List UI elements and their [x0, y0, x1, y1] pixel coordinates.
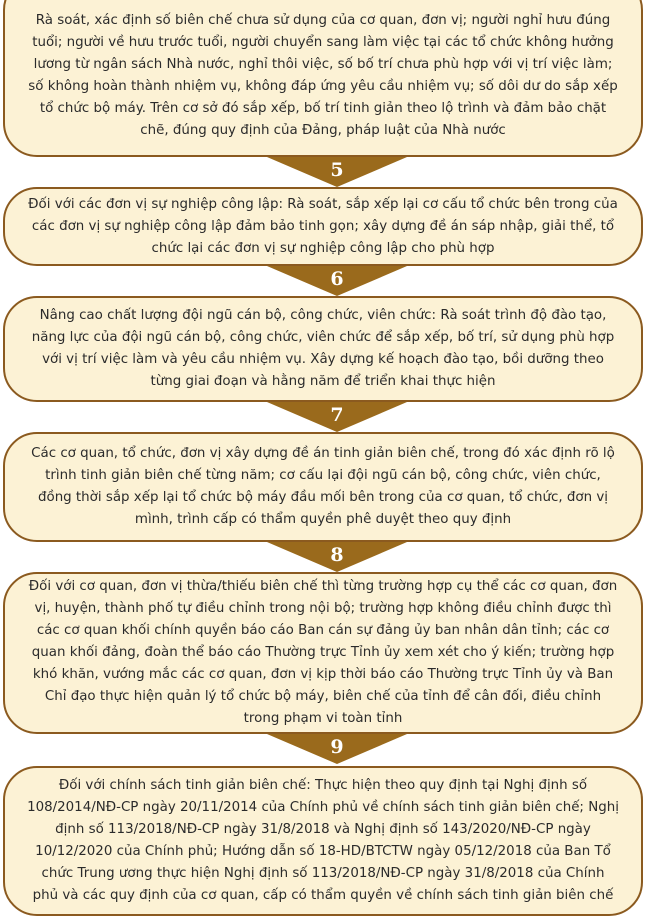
step-text-8: Đối với cơ quan, đơn vị thừa/thiếu biên chế thì từng trường hợp cụ thể các cơ quan, đơn vị, huyện, thành phố tự điều chỉnh trong nội bộ; trường hợp không điều chỉnh được thì các cơ quan khối chính quyền báo cáo Ban cán sự đảng ủy ban nhân dân tỉnh; các cơ quan khối đảng, đoàn thể báo cáo Thường trực Tỉnh ủy xem xét cho ý kiến; trường hợp khó khăn, vướng mắc các cơ quan, đơn vị kịp thời báo cáo Thường trực Tỉnh ủy và Ban Chỉ đạo thực hiện quản lý tổ chức bộ máy, biên chế của tỉnh để cân đối, điều chỉnh trong phạm vi toàn tỉnh	[28, 579, 618, 726]
step-number-6: 6	[330, 268, 344, 290]
step-text-4: Rà soát, xác định số biên chế chưa sử dụng của cơ quan, đơn vị; người nghỉ hưu đúng tuổi; người về hưu trước tuổi, người chuyển sang làm việc tại các tổ chức không hưởng lương từ ngân sách Nhà nước, nghỉ thôi việc, số bố trí chưa phù hợp với vị trí việc làm; số không hoàn thành nhiệm vụ, không đáp ứng yêu cầu nhiệm vụ; số dôi dư do sắp xếp tổ chức bộ máy. Trên cơ sở đó sắp xếp, bố trí tinh giản theo lộ trình và đảm bảo chặt chẽ, đúng quy định của Đảng, pháp luật của Nhà nước	[28, 12, 618, 138]
step-box-9	[3, 766, 643, 916]
step-box-6	[3, 296, 643, 402]
step-number-7: 7	[330, 404, 344, 426]
step-text-6: Nâng cao chất lượng đội ngũ cán bộ, công chức, viên chức: Rà soát trình độ đào tạo, năng lực của đội ngũ cán bộ, công chức, viên chức để sắp xếp, bố trí, sử dụng phù hợp với vị trí việc làm và yêu cầu nhiệm vụ. Xây dựng kế hoạch đào tạo, bồi dưỡng theo từng giai đoạn và hằng năm để triển khai thực hiện	[31, 308, 615, 389]
step-number-8: 8	[330, 544, 344, 566]
step-arrow-7	[267, 402, 407, 432]
step-number-9: 9	[330, 736, 344, 758]
step-arrow-8	[267, 542, 407, 572]
step-arrow-9	[267, 734, 407, 764]
step-box-8	[3, 572, 643, 734]
step-text-5: Đối với các đơn vị sự nghiệp công lập: Rà soát, sắp xếp lại cơ cấu tổ chức bên trong của các đơn vị sự nghiệp công lập đảm bảo tinh gọn; xây dựng đề án sáp nhập, giải thể, tổ chức lại các đơn vị sự nghiệp công lập cho phù hợp	[28, 196, 618, 256]
step-number-5: 5	[330, 159, 344, 181]
step-box-5	[3, 187, 643, 266]
step-arrow-6	[267, 266, 407, 296]
step-arrow-5	[267, 157, 407, 187]
step-box-7	[3, 432, 643, 542]
step-box-4	[3, 0, 643, 157]
step-text-9: Đối với chính sách tinh giản biên chế: Thực hiện theo quy định tại Nghị định số 108/2014/NĐ-CP ngày 20/11/2014 của Chính phủ về chính sách tinh giản biên chế; Nghị định số 113/2018/NĐ-CP ngày 31/8/2018 và Nghị định số 143/2020/NĐ-CP ngày 10/12/2020 của Chính phủ; Hướng dẫn số 18-HD/BTCTW ngày 05/12/2018 của Ban Tổ chức Trung ương thực hiện Nghị định số 113/2018/NĐ-CP ngày 31/8/2018 của Chính phủ và các quy định của cơ quan, cấp có thẩm quyền về chính sách tinh giản biên chế	[27, 778, 619, 903]
step-text-7: Các cơ quan, tổ chức, đơn vị xây dựng đề án tinh giản biên chế, trong đó xác định rõ lộ trình tinh giản biên chế từng năm; cơ cấu lại đội ngũ cán bộ, công chức, viên chức, đồng thời sắp xếp lại tổ chức bộ máy đầu mối bên trong của cơ quan, tổ chức, đơn vị mình, trình cấp có thẩm quyền phê duyệt theo quy định	[31, 446, 615, 527]
